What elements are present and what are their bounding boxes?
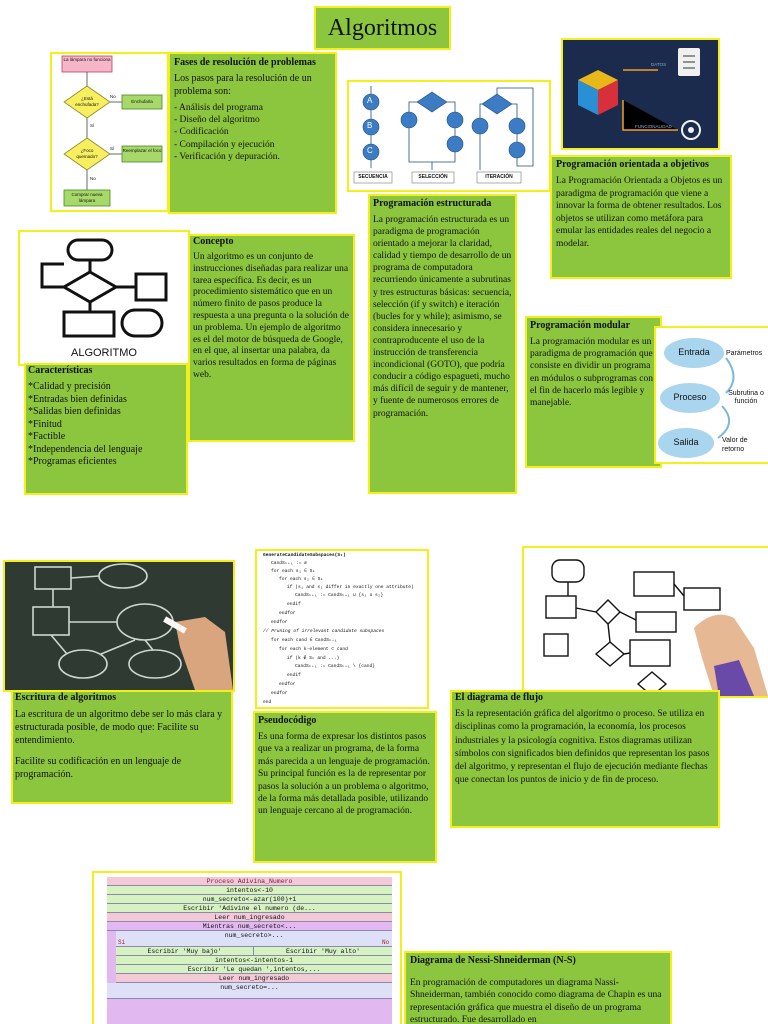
pseudocodigo-body: Es una forma de expresar los distintos pasos que va a realizar un programa, de la forma más parecida a un lenguaje de programación. Su principal función es la de representar por pasos la solución a un problema o algoritmo, de la forma más detallada posible, utilizando un lenguaje cercano al de programación. [258, 732, 430, 817]
ns-row: Escribir 'Muy bajo' [116, 947, 254, 956]
caracteristica-item: *Programas eficientes [28, 456, 117, 467]
fases-item: - Verificación y depuración. [174, 151, 280, 162]
algoritmo-svg [20, 232, 188, 364]
algoritmo-image [20, 232, 188, 364]
ns-row: Escribir 'Adivine el numero (de... [107, 904, 392, 913]
fases-heading: Fases de resolución de problemas [174, 57, 316, 68]
lamp-q1-label: ¿Está enchufada? [75, 96, 99, 107]
ns-row: intentos<-10 [107, 886, 392, 895]
chalkboard-image [5, 562, 233, 690]
ns-si-label: Si [118, 939, 126, 946]
pseudo-line: if (s₁ and s₂ differ in exactly one attribute) [287, 585, 414, 590]
pseudo-line: endfor [279, 682, 296, 687]
escritura-heading: Escritura de algoritmos [15, 692, 117, 703]
caracteristica-item: *Finitud [28, 418, 62, 430]
ns-row: Escribir 'Le quedan ',intentos,... [116, 965, 392, 974]
pseudo-line: if (k ∉ Sₖ and ...) [287, 656, 340, 661]
valor-label: Valor de retorno [722, 437, 748, 453]
pseudo-line: CandSₖ₊₁ := ∅ [271, 561, 307, 566]
pseudo-line: endfor [279, 611, 296, 616]
pseudo-line: CandSₖ₊₁ := CandSₖ₊₁ \ {cand} [295, 664, 375, 669]
pseudocode-image [257, 551, 427, 707]
concepto-heading: Concepto [193, 236, 234, 247]
ns-row: Escribir 'Muy alto' [254, 947, 392, 956]
poo-card [552, 157, 730, 277]
fases-item: - Análisis del programa [174, 103, 263, 113]
funcionalidad-label: FUNCIONALIDAD [635, 124, 672, 129]
salida-label: Salida [673, 437, 699, 447]
caracteristicas-heading: Características [28, 365, 93, 376]
ns-row: Leer num_ingresado [107, 913, 392, 922]
caracteristicas-card [26, 365, 186, 493]
fases-card [170, 54, 335, 212]
lamp-a2-label: Reemplazar el foco [122, 148, 162, 153]
subrutina-label: Subrutina o función [728, 390, 764, 405]
estructurada-heading: Programación estructurada [373, 198, 492, 209]
pseudo-line: CandSₖ₊₁ := CandSₖ₊₁ ∪ {s₁ ∪ s₂} [295, 593, 384, 598]
ns-row: num_secreto>... [116, 931, 392, 947]
lamp-si1-label: Sí [90, 123, 95, 128]
poo-image [563, 40, 718, 148]
lamp-q2-label: ¿Foco quemado? [76, 148, 98, 159]
pseudo-line: for each k-element ⊂ cand [279, 647, 348, 652]
proceso-label: Proceso [673, 392, 707, 402]
caracteristica-item: *Calidad y precisión [28, 381, 111, 392]
pseudo-line: GenerateCandidateSubspaces(Sₖ) [263, 553, 346, 558]
node-a: A [367, 96, 373, 105]
lamp-start-label: La lámpara no funciona [63, 57, 111, 62]
poo-body: La Programación Orientada a Objetos es un paradigma de programación que viene a innovar la forma de obtener resultados. Los objetos se utilizan como metáfora para emular las entidades reales del negocio a modelar. [556, 176, 723, 249]
lamp-no1-label: No [110, 94, 116, 99]
pseudo-line: for each s₁ ∈ Sₖ [271, 569, 316, 574]
node-c: C [367, 146, 373, 155]
pseudo-line: for each s₂ ∈ Sₖ [279, 577, 324, 582]
nassi-heading: Diagrama de Nessi-Shneiderman (N-S) [410, 955, 576, 966]
secuencia-label: SECUENCIA [358, 174, 388, 180]
algoritmo-caption: ALGORITMO [70, 347, 137, 359]
datos-label: DATOS [651, 62, 667, 67]
caracteristica-item: *Salidas bien definidas [28, 406, 121, 417]
fases-item: - Diseño del algoritmo [174, 115, 260, 126]
ns-no-label: No [382, 939, 390, 946]
pseudo-line: endfor [271, 691, 288, 696]
page-title: Algoritmos [316, 8, 449, 48]
node-b: B [367, 121, 373, 130]
parametros-label: Parámetros [726, 350, 763, 357]
pseudo-line: endif [287, 673, 301, 678]
ns-diagram-image [94, 873, 400, 1024]
diagrama-body: Es la representación gráfica del algoritmo o proceso. Se utiliza en disciplinas como la programación, la economía, los procesos industriales y la psicología cognitiva. Estos diagramas utilizan símbolos con significados bien definidos que representan los pasos del algoritmo, y representan el flujo de ejecución mediante flechas que conectan los puntos de inicio y de fin de proceso. [455, 709, 710, 786]
chalkboard-svg [5, 562, 233, 690]
estructurada-image [349, 82, 549, 190]
flowchart-hand-image [524, 548, 768, 696]
entrada-label: Entrada [678, 347, 710, 357]
pseudo-line: endif [287, 602, 301, 607]
ns-row: Mientras num_secreto<... [107, 922, 392, 931]
pseudo-line: end [263, 700, 272, 705]
ns-row: num_secreto=... [107, 983, 392, 999]
ns-row: Leer num_ingresado [116, 974, 392, 983]
caracteristica-item: *Independencia del lenguaje [28, 443, 143, 455]
fases-list [174, 102, 331, 163]
poo-svg [563, 40, 718, 148]
diagrama-card [452, 692, 718, 826]
diagrama-heading: El diagrama de flujo [455, 692, 544, 703]
nassi-card [406, 953, 670, 1024]
lamp-si2-label: Sí [110, 146, 115, 151]
concepto-card [190, 236, 353, 440]
flowchart-hand-svg [524, 548, 768, 696]
pseudo-line: // Pruning of irrelevant candidate subspaces [263, 629, 385, 634]
ns-bottom-fill [107, 999, 392, 1024]
pseudocodigo-card [255, 713, 435, 861]
caracteristicas-list [28, 381, 184, 469]
modular-card [527, 318, 660, 466]
pseudocodigo-heading: Pseudocódigo [258, 715, 317, 726]
pseudo-line: for each cand ∈ CandSₖ₊₁ [271, 638, 338, 643]
concepto-body: Un algoritmo es un conjunto de instrucciones diseñadas para realizar una tarea específica. Es decir, es un procedimiento sistemático que en un número finito de pasos produce la respuesta a una pregunta o la solución de un problema. Un ejemplo de algoritmo es el del motor de búsqueda de Google, en el que, al insertar una palabra, da varios resultados en forma de páginas web. [193, 252, 349, 380]
escritura-p1: La escritura de un algoritmo debe ser lo más clara y estructurada posible, de modo que: Facilite su entendimiento. [15, 709, 223, 746]
escritura-card [13, 692, 231, 802]
ns-row: intentos<-intentos-1 [116, 956, 392, 965]
ns-left-border [107, 931, 116, 983]
fases-item: - Compilación y ejecución [174, 139, 275, 150]
ns-row: num_secreto<-azar(100)+1 [107, 895, 392, 904]
ns-row: Proceso Adivina_Numero [107, 877, 392, 886]
iteracion-label: ITERACIÓN [485, 174, 513, 180]
escritura-p2: Facilite su codificación en un lenguaje de programación. [15, 756, 182, 780]
pseudo-line: endfor [271, 620, 288, 625]
caracteristica-item: *Factible [28, 431, 66, 442]
nassi-body: En programación de computadores un diagrama Nassi-Shneiderman, también conocido como diagrama de Chapin es una representación gráfica que muestra el diseño de un programa estructurado. Fue desarrollado en [410, 978, 662, 1024]
poo-heading: Programación orientada a objetivos [556, 159, 709, 170]
lamp-flowchart-svg [52, 54, 167, 210]
modular-image [656, 328, 768, 462]
modular-heading: Programación modular [530, 320, 631, 331]
lamp-end-label: Comprar nueva lámpara [71, 192, 103, 203]
caracteristica-item: *Entradas bien definidas [28, 393, 127, 405]
seleccion-label: SELECCIÓN [418, 174, 448, 180]
fases-intro: Los pasos para la resolución de un problema son: [174, 73, 312, 97]
estructurada-card [370, 196, 515, 492]
lamp-flowchart-image [52, 54, 167, 210]
modular-body: La programación modular es un paradigma de programación que consiste en dividir un programa en módulos o subprogramas con el fin de hacerlo más legible y manejable. [530, 337, 653, 409]
lamp-no2-label: No [90, 176, 96, 181]
lamp-a1-label: Enchufarla [131, 99, 153, 104]
fases-item: - Codificación [174, 127, 229, 138]
estructurada-body: La programación estructurada es un paradigma de programación orientado a mejorar la claridad, calidad y tiempo de desarrollo de un programa de computadora recurriendo únicamente a subrutinas y tres estructuras básicas: secuencia, selección (if y switch) e iteración (bucles for y while); asimismo, se considera innecesario y contraproducente el uso de la instrucción de transferencia incondicional (GOTO), que podría conducir a código espagueti, mucho más difícil de seguir y de mantener, y fuente de numerosos errores de programación. [373, 215, 512, 419]
